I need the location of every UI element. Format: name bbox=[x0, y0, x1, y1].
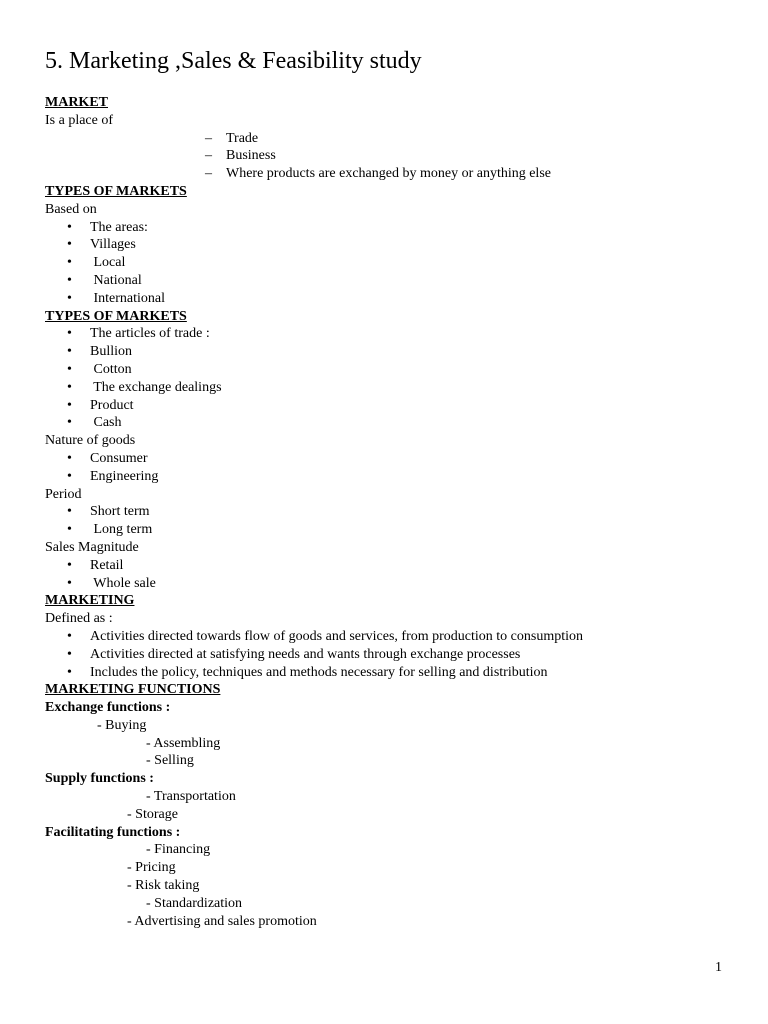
bullet-item: • Whole sale bbox=[67, 575, 156, 591]
bullet-marker: • bbox=[67, 664, 72, 680]
page-number: 1 bbox=[715, 960, 722, 975]
bullet-marker: • bbox=[67, 397, 72, 413]
bullet-item: • Bullion bbox=[67, 344, 133, 360]
section-heading-types-of-markets: TYPES OF MARKETS bbox=[45, 308, 187, 324]
function-item: - Transportation bbox=[146, 789, 236, 805]
function-item: - Financing bbox=[146, 842, 211, 858]
function-item: - Advertising and sales promotion bbox=[127, 913, 317, 929]
dash-item: – Business bbox=[205, 148, 276, 164]
bullet-item: • National bbox=[67, 272, 142, 288]
sales-label: Sales Magnitude bbox=[45, 539, 139, 555]
dash-marker: – bbox=[205, 148, 212, 164]
function-item: - Pricing bbox=[127, 860, 176, 876]
bullet-item: • The areas: bbox=[67, 219, 148, 235]
bullet-item: • The exchange dealings bbox=[67, 379, 222, 395]
bullet-marker: • bbox=[67, 646, 72, 662]
bullet-item: • Cash bbox=[67, 415, 122, 431]
bullet-marker: • bbox=[67, 361, 72, 377]
types-intro: Based on bbox=[45, 201, 97, 217]
section-heading-marketing-functions: MARKETING FUNCTIONS bbox=[45, 682, 221, 698]
bullet-marker: • bbox=[67, 237, 72, 253]
section-heading-marketing: MARKETING bbox=[45, 593, 135, 609]
dash-item: – Trade bbox=[205, 130, 259, 146]
bullet-item: • Long term bbox=[67, 522, 153, 538]
bullet-item: • Local bbox=[67, 255, 126, 271]
bullet-marker: • bbox=[67, 415, 72, 431]
function-item: - Risk taking bbox=[127, 878, 200, 894]
marketing-intro: Defined as : bbox=[45, 611, 113, 627]
bullet-marker: • bbox=[67, 290, 72, 306]
nature-label: Nature of goods bbox=[45, 433, 136, 449]
function-item: - Selling bbox=[146, 753, 194, 769]
bullet-marker: • bbox=[67, 272, 72, 288]
bullet-item: • Engineering bbox=[67, 468, 159, 484]
market-intro: Is a place of bbox=[45, 112, 114, 128]
bullet-marker: • bbox=[67, 575, 72, 591]
bullet-marker: • bbox=[67, 219, 72, 235]
section-heading-types-of-markets: TYPES OF MARKETS bbox=[45, 183, 187, 199]
bullet-item: • Includes the policy, techniques and methods necessary for selling and distribution bbox=[67, 664, 548, 680]
bullet-marker: • bbox=[67, 450, 72, 466]
supply-functions-label: Supply functions : bbox=[45, 771, 154, 787]
dash-item: – Where products are exchanged by money or anything else bbox=[205, 166, 551, 182]
bullet-item: • Consumer bbox=[67, 450, 148, 466]
bullet-marker: • bbox=[67, 504, 72, 520]
bullet-item: • Activities directed at satisfying needs and wants through exchange processes bbox=[67, 646, 521, 662]
exchange-functions-label: Exchange functions : bbox=[45, 700, 171, 716]
dash-marker: – bbox=[205, 130, 212, 146]
bullet-item: • International bbox=[67, 290, 166, 306]
bullet-item: • Activities directed towards flow of goods and services, from production to consumption bbox=[67, 628, 584, 644]
bullet-marker: • bbox=[67, 557, 72, 573]
document-body bbox=[45, 94, 735, 930]
function-item: - Standardization bbox=[146, 895, 243, 911]
dash-marker: – bbox=[205, 166, 212, 182]
bullet-marker: • bbox=[67, 326, 72, 342]
bullet-item: • Cotton bbox=[67, 361, 132, 377]
bullet-marker: • bbox=[67, 344, 72, 360]
bullet-marker: • bbox=[67, 522, 72, 538]
function-item: - Storage bbox=[127, 806, 178, 822]
section-heading-market: MARKET bbox=[45, 95, 108, 110]
bullet-item: • Product bbox=[67, 397, 134, 413]
period-label: Period bbox=[45, 486, 82, 502]
bullet-marker: • bbox=[67, 255, 72, 271]
document-title: 5. Marketing ,Sales & Feasibility study bbox=[45, 48, 422, 74]
function-item: - Assembling bbox=[146, 735, 221, 751]
bullet-marker: • bbox=[67, 379, 72, 395]
bullet-item: • Villages bbox=[67, 237, 136, 253]
bullet-item: • Short term bbox=[67, 504, 150, 520]
bullet-marker: • bbox=[67, 468, 72, 484]
facilitating-functions-label: Facilitating functions : bbox=[45, 824, 181, 840]
bullet-marker: • bbox=[67, 628, 72, 644]
bullet-item: • Retail bbox=[67, 557, 124, 573]
bullet-item: • The articles of trade : bbox=[67, 326, 210, 342]
function-item: - Buying bbox=[97, 717, 147, 733]
